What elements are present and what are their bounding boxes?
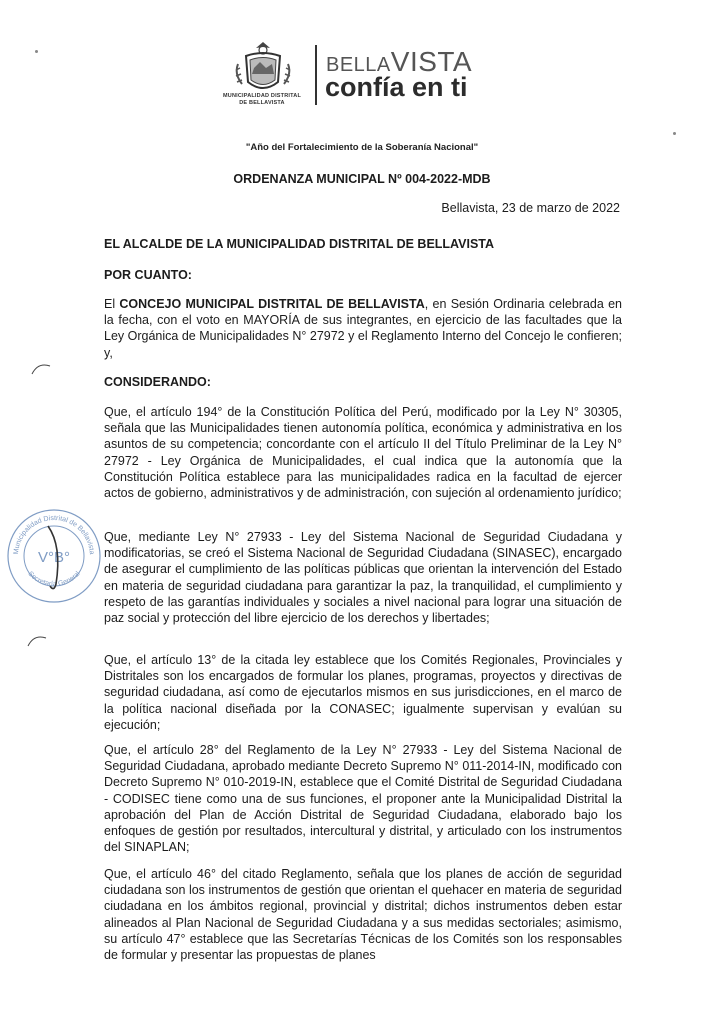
crest-caption — [212, 93, 312, 107]
document-date: Bellavista, 23 de marzo de 2022 — [441, 201, 620, 215]
brand-suffix: VISTA — [390, 46, 473, 77]
crest-caption-line1: MUNICIPALIDAD DISTRITAL — [222, 93, 302, 99]
brand-prefix: BELLA — [326, 54, 391, 76]
municipal-crest-logo — [232, 38, 294, 100]
stamp-bottom-text: Secretaría General — [26, 570, 82, 589]
header-divider — [315, 45, 317, 105]
considerando-paragraph-5: Que, el artículo 46° del citado Reglamento, señala que los planes de acción de seguridad ciudadana son los instrumentos de gestión que orientan el quehacer en materia de seguridad ciudadana en los ámbitos regional, provincial y distrital; dichos instrumentos deben estar alineados al Plan Nacional de Seguridad Ciudadana y a sus medidas sectoriales; asimismo, su artículo 47° establece que las Secretarías Técnicas de los Comités son los responsables de formular y presentar las propuestas de planes — [104, 867, 622, 963]
margin-pen-mark — [26, 632, 48, 648]
scan-speck — [673, 132, 676, 135]
scan-speck — [35, 50, 38, 53]
considerando-paragraph-4: Que, el artículo 28° del Reglamento de la Ley N° 27933 - Ley del Sistema Nacional de Seguridad Ciudadana, aprobado mediante Decreto Supremo N° 011-2014-IN, modificado con Decreto Supremo N° 010-2019-IN, establece que el Comité Distrital de Seguridad Ciudadana - CODISEC tiene como una de sus funciones, el proponer ante la Municipalidad Distrital la aprobación del Plan de Acción Distrital de Seguridad Ciudadana, elaborado bajo los enfoques de gestión por resultados, intercultural y distrital, y articulado con los instrumentos del SINAPLAN; — [104, 743, 622, 855]
margin-pen-mark — [30, 360, 52, 376]
svg-text:Secretaría General — [26, 570, 82, 588]
intro-after: , en Sesión Ordinaria celebrada en la fecha, con el voto en MAYORÍA de sus integrantes, en ejercicio de las facultades que la Ley Orgánica de Municipalidades N° 27972 y el Reglamento Interno del Concejo le confieren; y, — [104, 297, 622, 360]
stamp-center-text: V°B° — [37, 549, 71, 566]
crest-caption-line2: DE BELLAVISTA — [239, 100, 285, 106]
year-motto: "Año del Fortalecimiento de la Soberanía Nacional" — [245, 142, 479, 153]
considerando-heading: CONSIDERANDO: — [104, 375, 211, 389]
brand-slogan: confía en ti — [325, 72, 468, 102]
stamp-ring-text: Municipalidad Distrital de Bellavista — [12, 514, 96, 555]
council-name: CONCEJO MUNICIPAL DISTRITAL DE BELLAVISTA — [119, 297, 425, 311]
authority-heading: EL ALCALDE DE LA MUNICIPALIDAD DISTRITAL DE BELLAVISTA — [104, 237, 495, 251]
approval-stamp — [4, 506, 104, 606]
intro-before: El — [104, 297, 120, 311]
por-cuanto-heading: POR CUANTO: — [104, 268, 192, 282]
intro-paragraph — [104, 296, 622, 361]
considerando-paragraph-2: Que, mediante Ley N° 27933 - Ley del Sistema Nacional de Seguridad Ciudadana y modificatorias, se creó el Sistema Nacional de Seguridad Ciudadana (SINASEC), encargado de asegurar el cumplimiento de las políticas públicas que orientan la intervención del Estado en materia de seguridad ciudadana para garantizar la paz, la tranquilidad, el cumplimiento y respeto de las garantías individuales y sociales a nivel nacional para lograr una situación de paz social y protección del libre ejercicio de los derechos y libertades; — [104, 530, 622, 626]
ordinance-title: ORDENANZA MUNICIPAL Nº 004-2022-MDB — [233, 172, 491, 186]
considerando-paragraph-1: Que, el artículo 194° de la Constitución Política del Perú, modificado por la Ley N° 30305, señala que las Municipalidades tienen autonomía política, económica y administrativa en los asuntos de su competencia; concordante con el artículo II del Título Preliminar de la Ley N° 27972 - Ley Orgánica de Municipalidades, el cual indica que la autonomía que la Constitución Política establece para las municipalidades radica en la facultad de ejercer actos de gobierno, administrativos y de administración, con sujeción al ordenamiento jurídico; — [104, 405, 622, 501]
considerando-paragraph-3: Que, el artículo 13° de la citada ley establece que los Comités Regionales, Provinciales y Distritales son los encargados de formular los planes, programas, proyectos y directivas de seguridad ciudadana, así como de ejecutarlos mismos en sus jurisdicciones, en el marco de la política nacional diseñada por la CONASEC; igualmente supervisan y evalúan su ejecución; — [104, 653, 622, 732]
